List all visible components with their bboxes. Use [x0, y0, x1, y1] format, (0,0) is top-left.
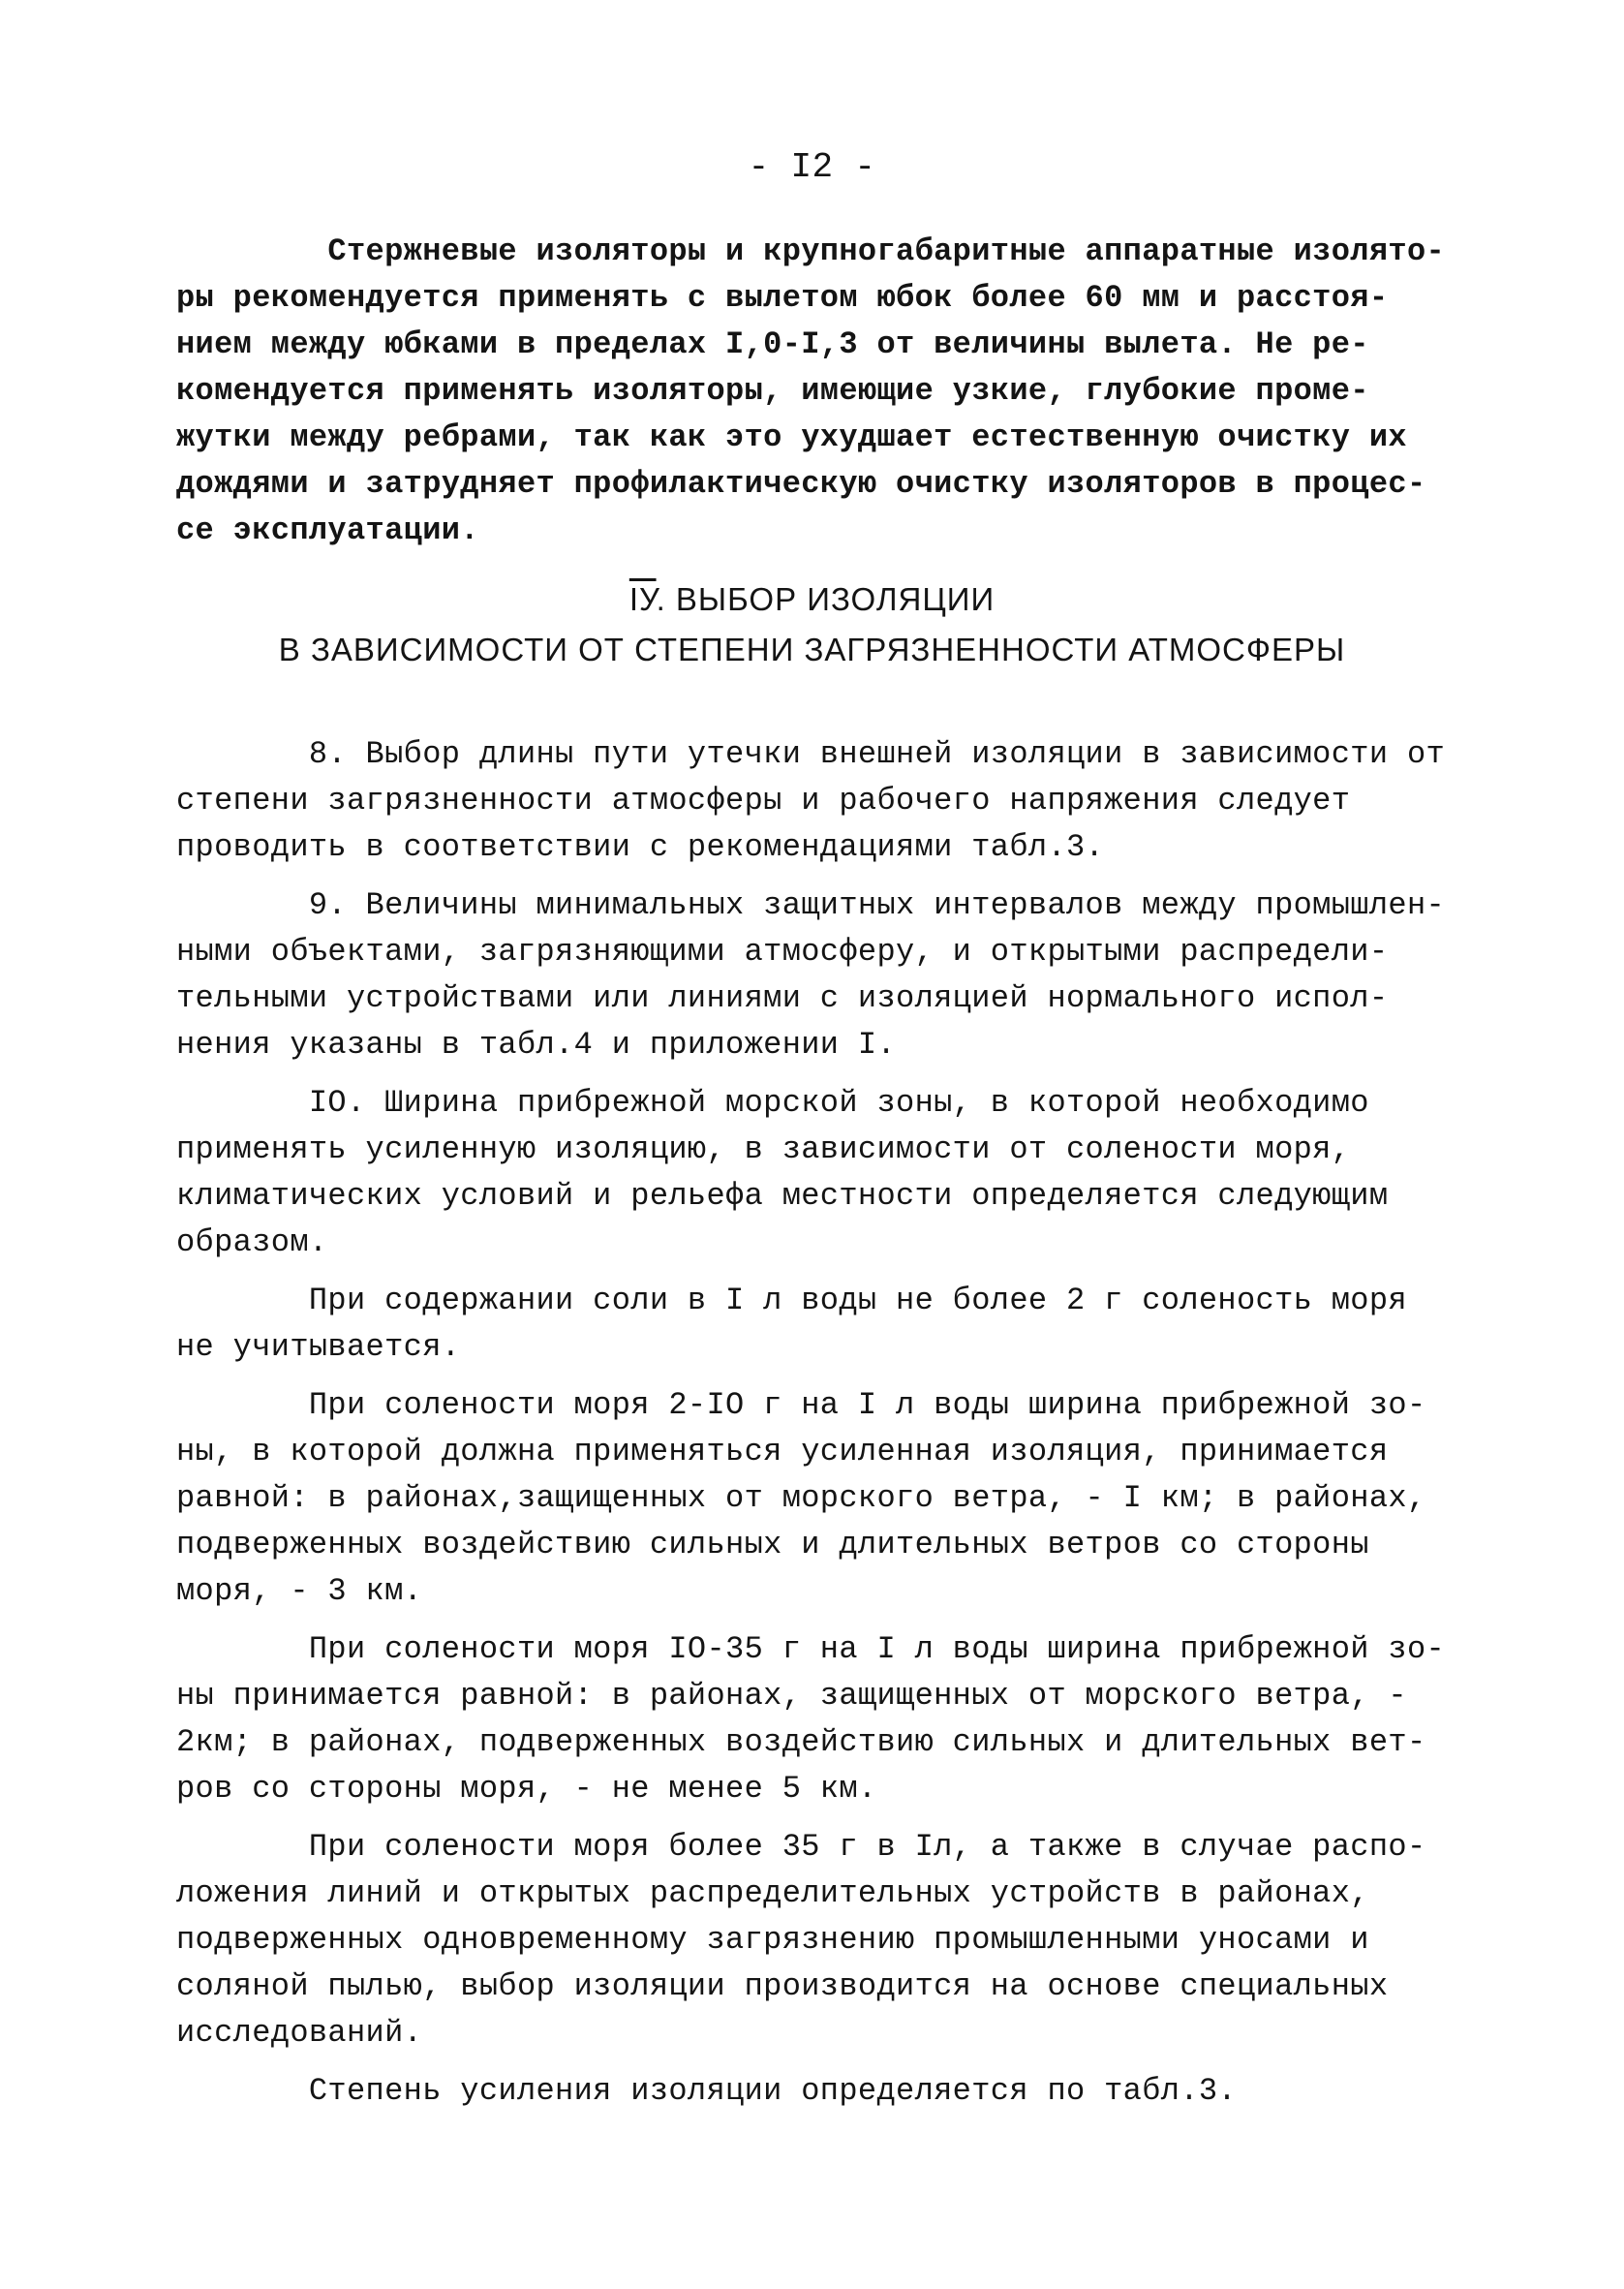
text-line: ров со стороны моря, - не менее 5 км. — [176, 1771, 877, 1807]
text-line: образом. — [176, 1224, 328, 1260]
text-line: соляной пылью, выбор изоляции производится на основе специальных — [176, 1968, 1389, 2004]
section-title-line-1 — [0, 581, 1624, 618]
text-line: При солености моря IO-35 г на I л воды ширина прибрежной зо- — [176, 1631, 1446, 1667]
text-line: При солености моря более 35 г в Iл, а также в случае распо- — [176, 1829, 1426, 1865]
text-line: ны принимается равной: в районах, защищенных от морского ветра, - — [176, 1678, 1407, 1714]
text-line: нием между юбками в пределах I,0-I,3 от величины вылета. Не ре- — [176, 326, 1369, 362]
text-line: климатических условий и рельефа местности определяется следующим — [176, 1178, 1389, 1214]
text-line: се эксплуатации. — [176, 512, 479, 548]
text-line: 8. Выбор длины пути утечки внешней изоляции в зависимости от — [176, 736, 1446, 772]
text-line: проводить в соответствии с рекомендациями табл.3. — [176, 829, 1105, 865]
text-line: ры рекомендуется применять с вылетом юбок более 60 мм и расстоя- — [176, 280, 1389, 316]
section-title: . ВЫБОР ИЗОЛЯЦИИ — [656, 581, 996, 617]
text-line: комендуется применять изоляторы, имеющие узкие, глубокие проме- — [176, 373, 1369, 409]
text-line: тельными устройствами или линиями с изоляцией нормального испол- — [176, 980, 1389, 1016]
text-line: ложения линий и открытых распределительных устройств в районах, — [176, 1875, 1369, 1911]
text-line: исследований. — [176, 2015, 423, 2051]
text-line: 2км; в районах, подверженных воздействию сильных и длительных вет- — [176, 1724, 1426, 1760]
section-title-line-2: В ЗАВИСИМОСТИ ОТ СТЕПЕНИ ЗАГРЯЗНЕННОСТИ АТМОСФЕРЫ — [278, 632, 1346, 667]
text-line: При содержании соли в I л воды не более 2 г соленость моря — [176, 1283, 1407, 1318]
text-line: ными объектами, загрязняющими атмосферу, и открытыми распредели- — [176, 934, 1389, 970]
text-line: При солености моря 2-IO г на I л воды ширина прибрежной зо- — [176, 1387, 1426, 1423]
text-line: степени загрязненности атмосферы и рабочего напряжения следует — [176, 783, 1351, 819]
text-line: Степень усиления изоляции определяется по табл.3. — [176, 2073, 1237, 2109]
text-line: 9. Величины минимальных защитных интервалов между промышлен- — [176, 887, 1446, 923]
text-line: моря, - 3 км. — [176, 1573, 423, 1609]
text-line: нения указаны в табл.4 и приложении I. — [176, 1027, 897, 1063]
text-line: равной: в районах,защищенных от морского ветра, - I км; в районах, — [176, 1480, 1426, 1516]
text-line: подверженных воздействию сильных и длительных ветров со стороны — [176, 1527, 1369, 1562]
text-line: жутки между ребрами, так как это ухудшает естественную очистку их — [176, 419, 1407, 455]
text-line: IO. Ширина прибрежной морской зоны, в которой необходимо — [176, 1085, 1369, 1121]
text-line: подверженных одновременному загрязнению промышленными уносами и — [176, 1922, 1369, 1958]
text-line: Стержневые изоляторы и крупногабаритные аппаратные изолято- — [176, 233, 1446, 269]
text-line: дождями и затрудняет профилактическую очистку изоляторов в процес- — [176, 466, 1426, 502]
page-number: - I2 - — [748, 147, 876, 187]
section-number: IУ — [628, 581, 657, 617]
text-line: не учитывается. — [176, 1329, 461, 1365]
text-line: ны, в которой должна применяться усиленная изоляция, принимается — [176, 1434, 1389, 1469]
text-line: применять усиленную изоляцию, в зависимости от солености моря, — [176, 1131, 1351, 1167]
